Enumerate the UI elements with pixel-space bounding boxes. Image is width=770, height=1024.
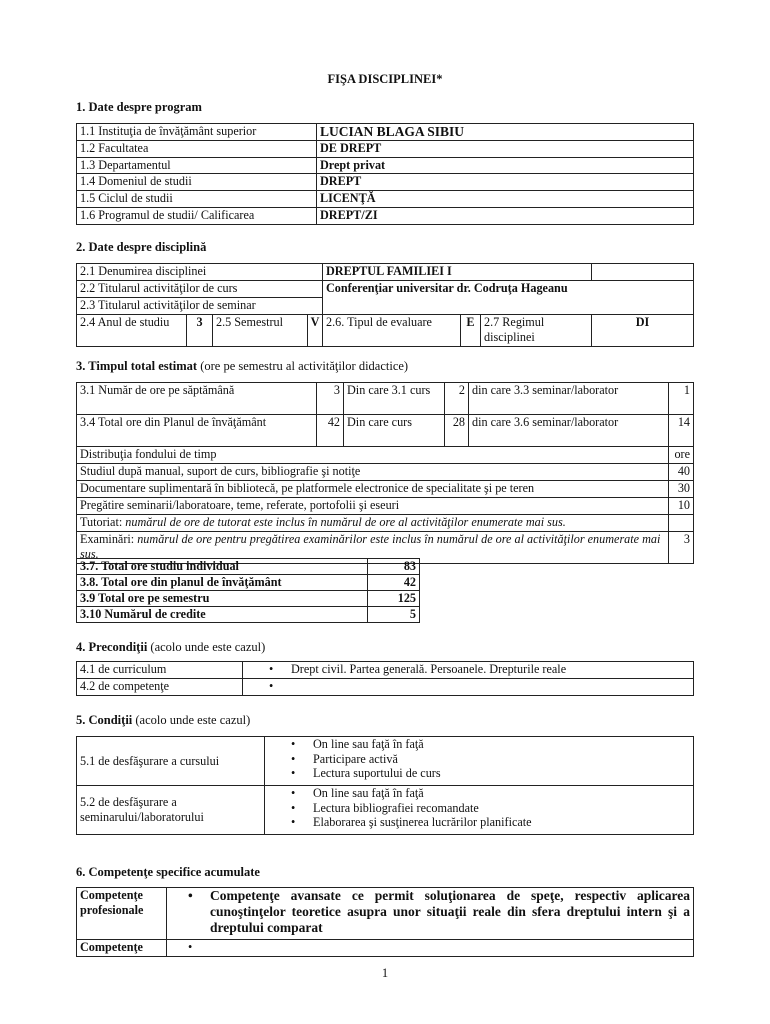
total-label: 3.7. Total ore studiu individual <box>77 559 368 575</box>
section-6-heading: 6. Competenţe specifice acumulate <box>76 865 260 879</box>
curriculum-item: • Drept civil. Partea generală. Persoanele. Drepturile reale <box>291 662 690 677</box>
prof-competences-item: • Competenţe avansate ce permit soluţionarea de speţe, respectiv aplicarea cunoştinţelor teoretice asupra unor situaţii reale din sfera dreptului intern şi a dreptului comparat <box>210 888 690 937</box>
total-label: 3.9 Total ore pe semestru <box>77 591 368 607</box>
condition-item: • Lectura bibliografiei recomandate <box>313 801 690 816</box>
prof-competences-label: Competenţe profesionale <box>77 888 167 940</box>
section-1-heading: 1. Date despre program <box>76 100 202 114</box>
seminar-value: 1 <box>669 383 694 415</box>
titular-curs-label: 2.2 Titularul activităţilor de curs <box>77 281 323 298</box>
total-value: 42 <box>368 575 420 591</box>
discipline-table <box>76 263 694 347</box>
an-value: 3 <box>187 315 213 347</box>
evaluare-value: E <box>461 315 481 347</box>
section-5-heading <box>76 713 250 728</box>
denumire-value: DREPTUL FAMILIEI I <box>323 264 592 281</box>
examinari-label: Examinări: <box>80 532 138 546</box>
curs-total-value: 28 <box>445 415 469 447</box>
regim-value: DI <box>592 315 694 347</box>
fond-value: 40 <box>669 464 694 481</box>
curs-value: 2 <box>445 383 469 415</box>
program-label: 1.4 Domeniul de studii <box>77 174 317 191</box>
program-label: 1.5 Ciclul de studii <box>77 191 317 208</box>
section-5-note: (acolo unde este cazul) <box>135 713 251 727</box>
section-3-heading <box>76 359 408 374</box>
total-value: 5 <box>368 607 420 623</box>
titular-seminar-label: 2.3 Titularul activităţilor de seminar <box>77 298 323 315</box>
preconditions-table <box>76 661 694 696</box>
curs-label: Din care 3.1 curs <box>344 383 445 415</box>
page-number: 1 <box>381 966 389 980</box>
section-3-title: 3. Timpul total estimat <box>76 359 198 373</box>
seminar-total-label: din care 3.6 seminar/laborator <box>469 415 669 447</box>
document-title: FIŞA DISCIPLINEI* <box>327 72 443 86</box>
time-table <box>76 382 694 564</box>
denumire-label: 2.1 Denumirea disciplinei <box>77 264 323 281</box>
competente-cell <box>243 679 694 696</box>
section-5-title: 5. Condiţii <box>76 713 133 727</box>
examinari-value: 3 <box>669 532 694 564</box>
seminar-conditions-label: 5.2 de desfăşurare a seminarului/laboratorului <box>77 786 265 835</box>
condition-item: • Participare activă <box>313 752 690 767</box>
curs-total-label: Din care curs <box>344 415 445 447</box>
competente-label: 4.2 de competenţe <box>77 679 243 696</box>
titular-curs-value: Conferenţiar universitar dr. Codruţa Hageanu <box>323 281 694 315</box>
section-3-note: (ore pe semestru al activităţilor didactice) <box>200 359 409 373</box>
curs-conditions-label: 5.1 de desfăşurare a cursului <box>77 737 265 786</box>
competences-table <box>76 887 694 957</box>
denumire-extra <box>592 264 694 281</box>
program-value: DREPT/ZI <box>317 208 694 225</box>
distributie-unit: ore <box>669 447 694 464</box>
condition-item: • On line sau faţă în faţă <box>313 786 690 801</box>
program-value: LICENŢĂ <box>317 191 694 208</box>
distributie-label: Distribuţia fondului de timp <box>77 447 669 464</box>
program-label: 1.1 Instituţia de învăţământ superior <box>77 124 317 141</box>
section-4-note: (acolo unde este cazul) <box>150 640 266 654</box>
total-plan-label: 3.4 Total ore din Planul de învăţământ <box>77 415 317 447</box>
condition-item: • Lectura suportului de curs <box>313 766 690 781</box>
condition-item: • On line sau faţă în faţă <box>313 737 690 752</box>
regim-label: 2.7 Regimul disciplinei <box>481 315 592 347</box>
fond-value: 10 <box>669 498 694 515</box>
ore-saptamana-value: 3 <box>317 383 344 415</box>
prof-competences-cell <box>167 888 694 940</box>
examinari-note: numărul de ore pentru pregătirea examinărilor este inclus în numărul de ore al activităţilor enumerate mai sus. <box>80 532 661 561</box>
tutoriat-note: numărul de ore de tutorat este inclus în numărul de ore al activităţilor enumerate mai sus. <box>125 515 566 529</box>
fond-label: Pregătire seminarii/laboratoare, teme, referate, portofolii şi eseuri <box>77 498 669 515</box>
total-label: 3.10 Numărul de credite <box>77 607 368 623</box>
program-table <box>76 123 694 225</box>
total-plan-value: 42 <box>317 415 344 447</box>
totals-table <box>76 558 420 623</box>
program-label: 1.6 Programul de studii/ Calificarea <box>77 208 317 225</box>
total-label: 3.8. Total ore din planul de învăţământ <box>77 575 368 591</box>
second-competences-cell <box>167 940 694 957</box>
curriculum-label: 4.1 de curriculum <box>77 662 243 679</box>
curriculum-cell <box>243 662 694 679</box>
condition-item: • Elaborarea şi susţinerea lucrărilor planificate <box>313 815 690 830</box>
tutoriat-value <box>669 515 694 532</box>
section-2-heading: 2. Date despre disciplină <box>76 240 207 254</box>
curs-conditions-cell <box>265 737 694 786</box>
program-value: DE DREPT <box>317 141 694 158</box>
fond-value: 30 <box>669 481 694 498</box>
tutoriat-label: Tutoriat: <box>80 515 126 529</box>
section-4-heading <box>76 640 265 655</box>
semestru-label: 2.5 Semestrul <box>213 315 308 347</box>
program-label: 1.2 Facultatea <box>77 141 317 158</box>
fond-label: Studiul după manual, suport de curs, bibliografie şi notiţe <box>77 464 669 481</box>
tutoriat-cell <box>77 515 669 532</box>
seminar-conditions-cell <box>265 786 694 835</box>
program-value: Drept privat <box>317 158 694 174</box>
ore-saptamana-label: 3.1 Număr de ore pe săptămână <box>77 383 317 415</box>
conditions-table <box>76 736 694 835</box>
semestru-value: V <box>308 315 323 347</box>
evaluare-label: 2.6. Tipul de evaluare <box>323 315 461 347</box>
fond-label: Documentare suplimentară în bibliotecă, pe platformele electronice de specialitate şi pe teren <box>77 481 669 498</box>
seminar-label: din care 3.3 seminar/laborator <box>469 383 669 415</box>
second-competences-label: Competenţe <box>77 940 167 957</box>
total-value: 125 <box>368 591 420 607</box>
program-label: 1.3 Departamentul <box>77 158 317 174</box>
section-4-title: 4. Precondiţii <box>76 640 148 654</box>
seminar-total-value: 14 <box>669 415 694 447</box>
program-value: DREPT <box>317 174 694 191</box>
total-value: 83 <box>368 559 420 575</box>
program-value: LUCIAN BLAGA SIBIU <box>317 124 694 141</box>
an-label: 2.4 Anul de studiu <box>77 315 187 347</box>
